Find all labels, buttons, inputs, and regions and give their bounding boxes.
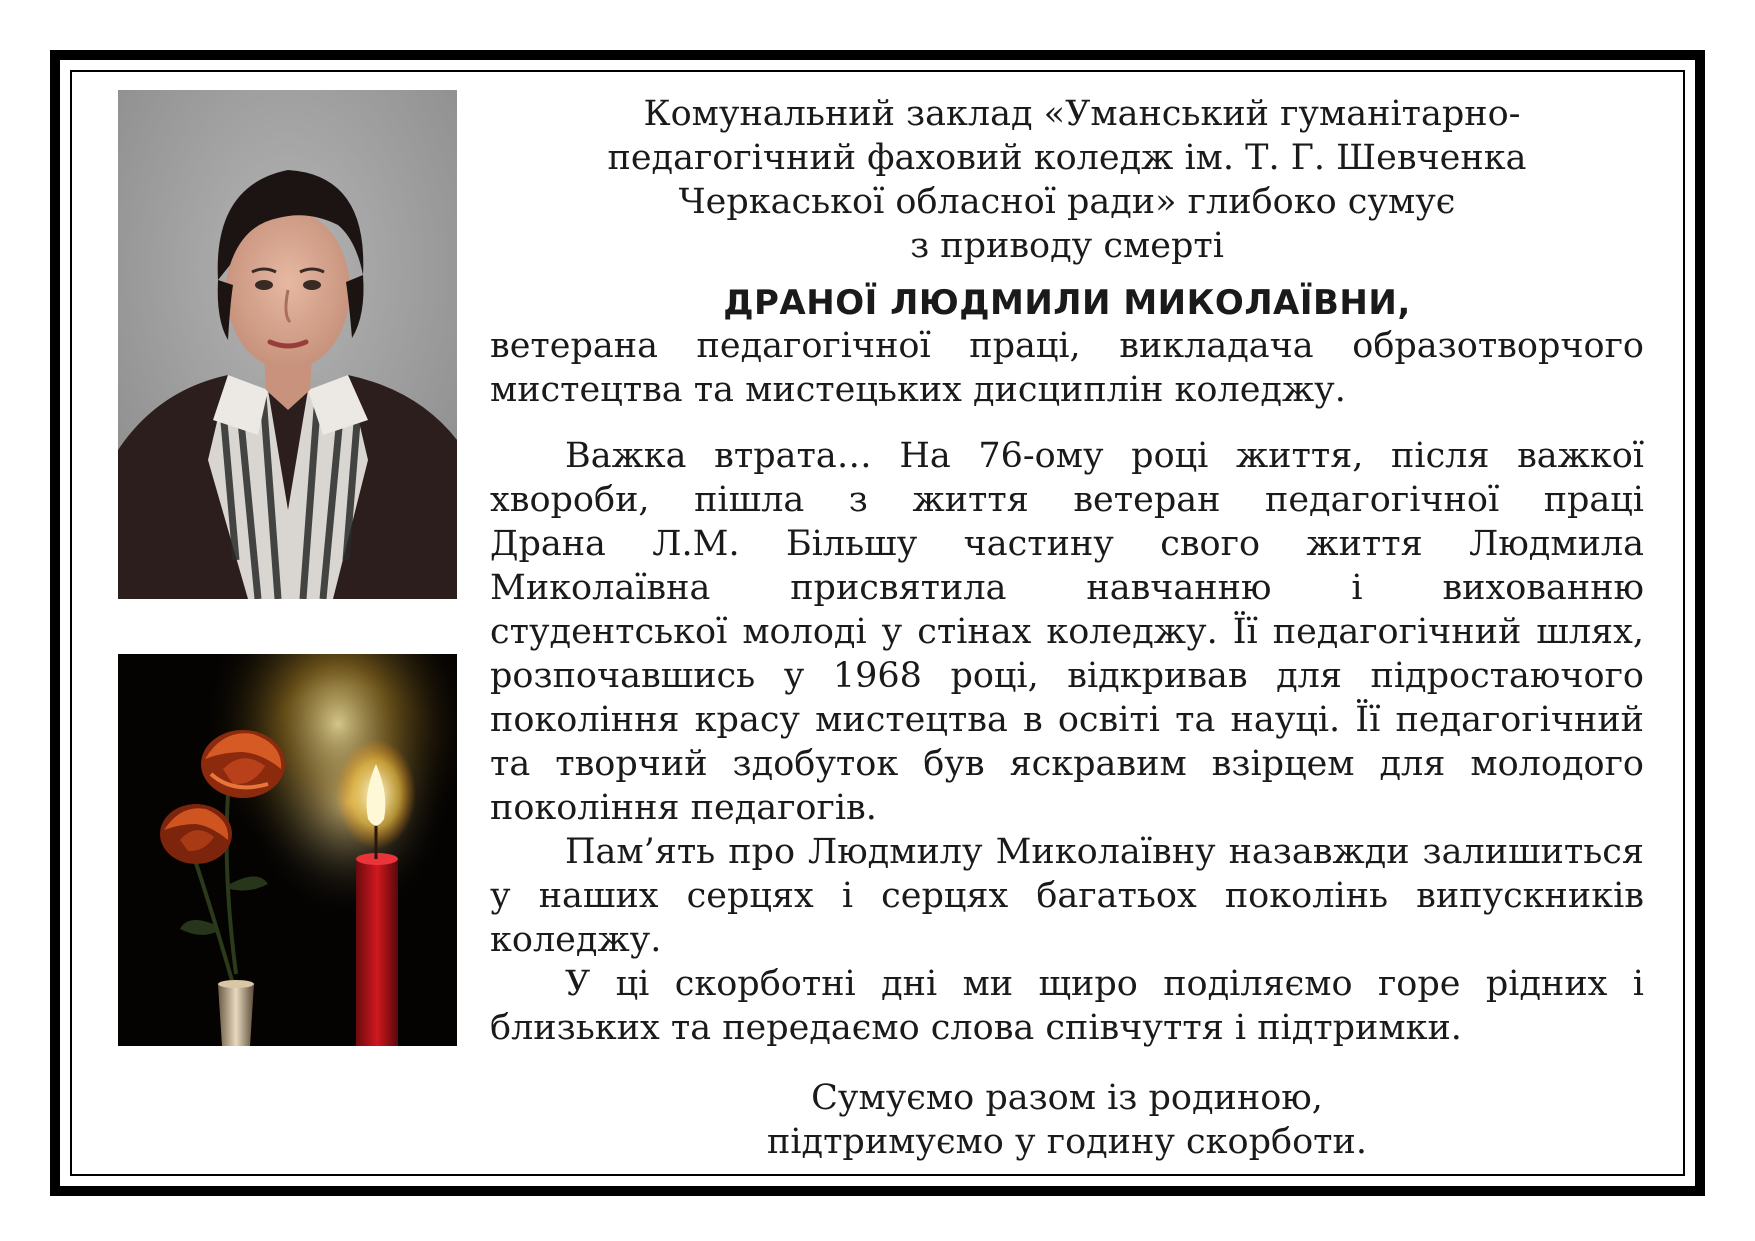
corner-bl-v [50,1150,60,1196]
institution-header [490,92,1644,268]
title-line: мистецтва та мистецьких дисциплін коледжу. [490,370,1346,410]
deceased-name: ДРАНОЇ ЛЮДМИЛИ МИКОЛАЇВНИ, [723,283,1411,323]
frame-right-bar [1695,86,1705,1160]
header-line: педагогічний фаховий коледж ім. Т. Г. Шевченка [607,138,1527,178]
paragraph-2 [490,830,1644,962]
body-line: хвороби, пішла з життя ветеран педагогічної праці [490,480,1644,520]
body-line: покоління педагогів. [490,788,877,828]
body-line: у наших серцях і серцях багатьох поколінь випускників [490,876,1644,916]
body-line: покоління красу мистецтва в освіті та науці. Її педагогічний [490,700,1644,740]
paragraph-1 [490,434,1644,830]
corner-tr-v [1695,50,1705,96]
frame-left-bar [50,86,60,1160]
deceased-title [490,324,1644,412]
paragraph-3 [490,962,1644,1050]
body-line: коледжу. [490,920,662,960]
candle-roses-photo [118,654,457,1046]
title-line-text: ветерана педагогічної праці, викладача образотворчого [490,326,1644,366]
closing-line: підтримуємо у годину скорботи. [767,1122,1367,1162]
closing-words [490,1076,1644,1164]
body-line: розпочавшись у 1968 році, відкривав для підростаючого [490,656,1644,696]
body-line: Важка втрата… На 76-ому році життя, після важкої [565,436,1644,476]
body-line: У ці скорботні дні ми щиро поділяємо горе рідних і [565,964,1644,1004]
closing-line: Сумуємо разом із родиною, [811,1078,1323,1118]
body-line: Драна Л.М. Більшу частину свого життя Людмила [490,524,1644,564]
obituary-text [490,92,1644,1164]
header-line: з приводу смерті [910,226,1224,266]
title-line [490,324,1644,368]
body-line: Миколаївна присвятила навчанню і вихованню [490,568,1644,608]
frame-top-bar [86,50,1669,60]
frame-bottom-bar [86,1186,1669,1196]
body-line: студентської молоді у стінах коледжу. Її педагогічний шлях, [490,612,1644,652]
corner-br-v [1695,1150,1705,1196]
body-line: близьких та передаємо слова співчуття і підтримки. [490,1008,1462,1048]
header-line: Черкаської обласної ради» глибоко сумує [678,182,1456,222]
portrait-photo [118,90,457,599]
corner-tl-v [50,50,60,96]
body-line: Пам’ять про Людмилу Миколаївну назавжди залишиться [565,832,1644,872]
header-line: Комунальний заклад «Уманський гуманітарно- [643,94,1521,134]
body-line: та творчий здобуток був яскравим взірцем для молодого [490,744,1644,784]
